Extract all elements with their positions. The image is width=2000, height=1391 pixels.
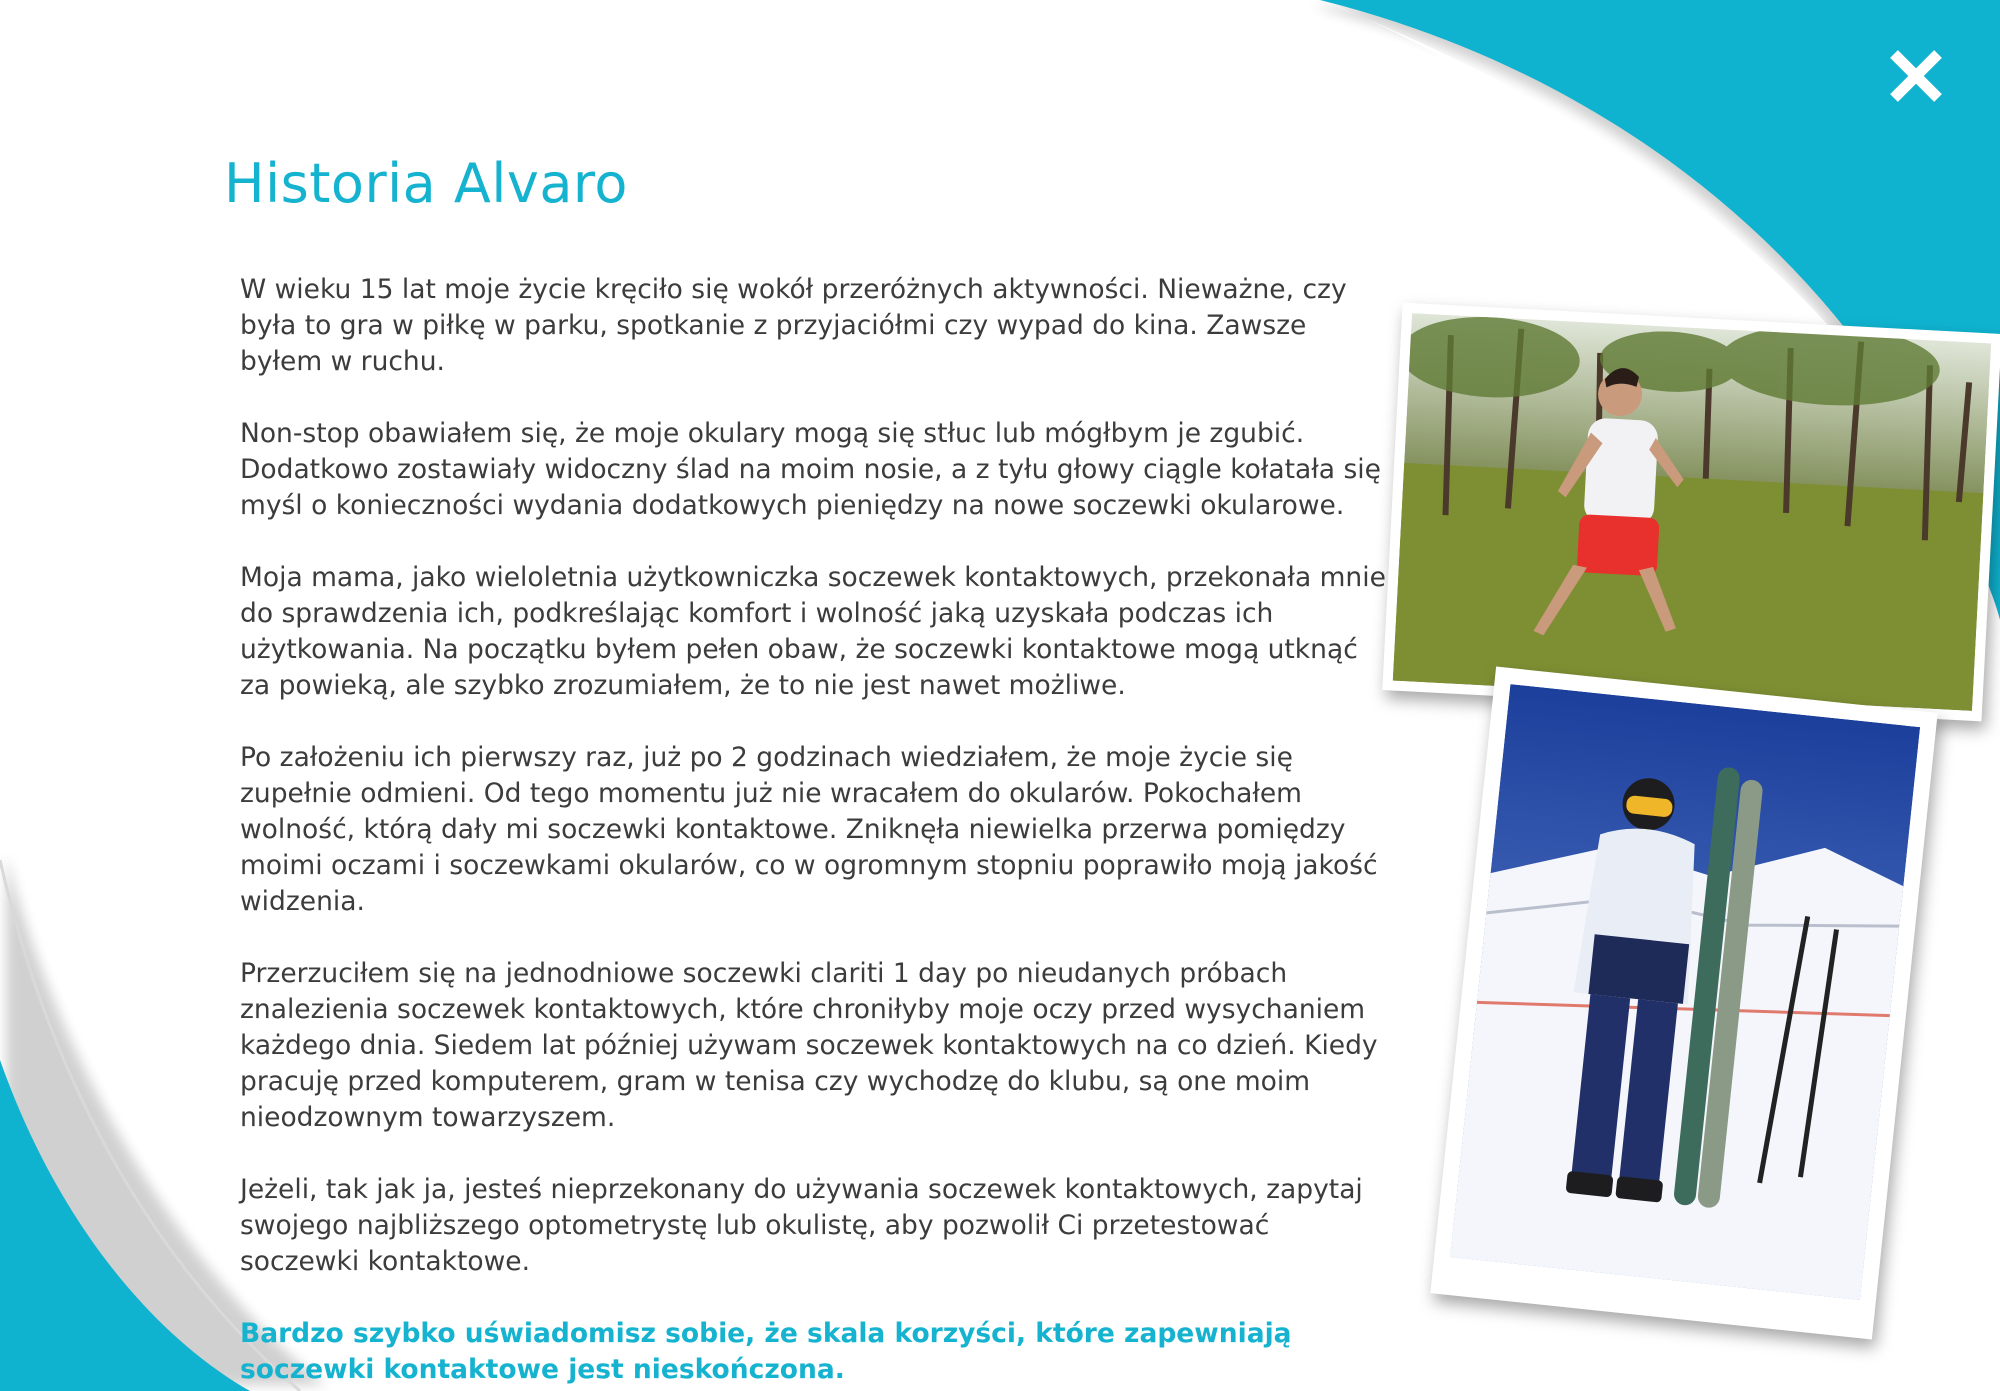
photo-running	[1382, 303, 2000, 722]
close-icon	[1880, 40, 1952, 112]
story-paragraph: Moja mama, jako wieloletnia użytkowniczka soczewek kontaktowych, przekonała mnie do sprawdzenia ich, podkreślając komfort i wolność jaką uzyskała podczas ich użytkowania. Na początku byłem pełen obaw, że soczewki kontaktowe mogą utknąć za powieką, ale szybko zrozumiałem, że to nie jest nawet możliwe.	[240, 562, 1386, 701]
story-paragraph: Non-stop obawiałem się, że moje okulary mogą się stłuc lub mógłbym je zgubić. Dodatkowo zostawiały widoczny ślad na moim nosie, a z tyłu głowy ciągle kołatała się myśl o konieczności wydania dodatkowych pieniędzy na nowe soczewki okularowe.	[240, 418, 1381, 521]
photo-skiing	[1430, 667, 1937, 1340]
story-closing: Bardzo szybko uświadomisz sobie, że skala korzyści, które zapewniają soczewki kontaktowe jest nieskończona.	[240, 1318, 1292, 1385]
story-paragraph: Jeżeli, tak jak ja, jesteś nieprzekonany do używania soczewek kontaktowych, zapytaj swojego najbliższego optometrystę lub okulistę, aby pozwolił Ci przetestować soczewki kontaktowe.	[240, 1174, 1363, 1277]
story-paragraph: Przerzuciłem się na jednodniowe soczewki clariti 1 day po nieudanych próbach znalezienia soczewek kontaktowych, które chroniłyby moje oczy przed wysychaniem każdego dnia. Siedem lat później używam soczewek kontaktowych na co dzień. Kiedy pracuję przed komputerem, gram w tenisa czy wychodzę do klubu, są one moim nieodzownym towarzyszem.	[240, 958, 1378, 1133]
story-paragraph: W wieku 15 lat moje życie kręciło się wokół przeróżnych aktywności. Nieważne, czy była to gra w piłkę w parku, spotkanie z przyjaciółmi czy wypad do kina. Zawsze byłem w ruchu.	[240, 274, 1347, 377]
close-button[interactable]	[1880, 40, 1952, 112]
story-paragraph: Po założeniu ich pierwszy raz, już po 2 godzinach wiedziałem, że moje życie się zupełnie odmieni. Od tego momentu już nie wracałem do okularów. Pokochałem wolność, którą dały mi soczewki kontaktowe. Zniknęła niewielka przerwa pomiędzy moimi oczami i soczewkami okularów, co w ogromnym stopniu poprawiło moją jakość widzenia.	[240, 742, 1378, 917]
story-text	[240, 272, 1390, 1388]
page-title: Historia Alvaro	[224, 152, 628, 215]
